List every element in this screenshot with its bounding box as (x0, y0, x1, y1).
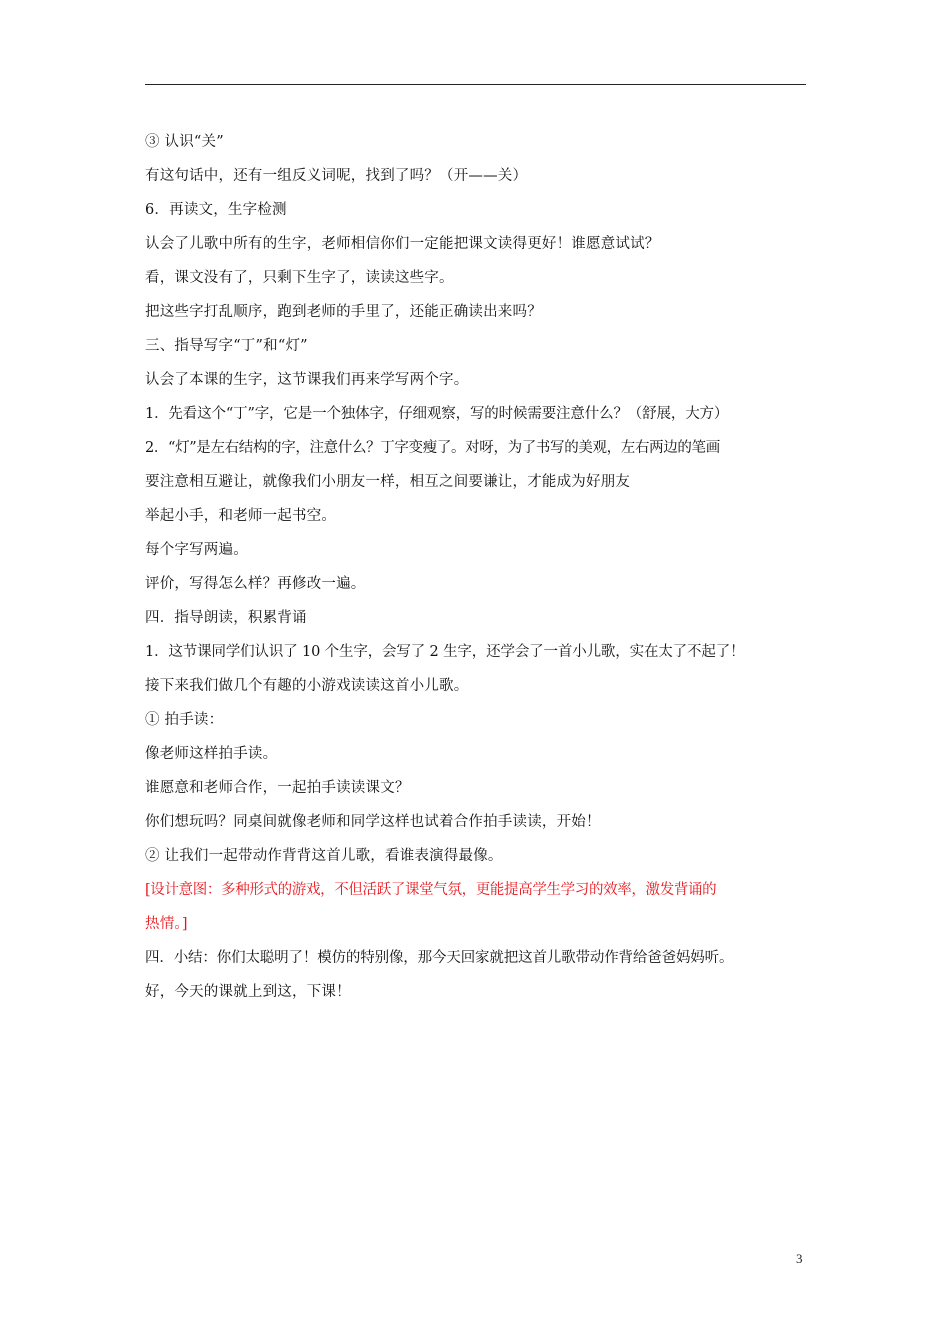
section-item-clap-reading: ① 拍手读： (145, 712, 224, 728)
paragraph: 把这些字打乱顺序，跑到老师的手里了，还能正确读出来吗？ (145, 304, 542, 320)
section-heading-writing: 三、指导写字“丁”和“灯” (145, 338, 308, 354)
design-intent-note: [设计意图：多种形式的游戏，不但活跃了课堂气氛，更能提高学生学习的效率，激发背诵的 (145, 882, 717, 898)
paragraph: 评价，写得怎么样？再修改一遍。 (145, 576, 366, 592)
paragraph-continuation: 要注意相互避让，就像我们小朋友一样，相互之间要谦让，才能成为好朋友 (145, 474, 631, 490)
closing-paragraph: 好，今天的课就上到这，下课！ (145, 984, 351, 1000)
paragraph: 认会了本课的生字，这节课我们再来学写两个字。 (145, 372, 469, 388)
design-intent-note-continuation: 热情。] (145, 916, 188, 932)
paragraph: 有这句话中，还有一组反义词呢，找到了吗？（开——关） (145, 168, 528, 184)
paragraph: 接下来我们做几个有趣的小游戏读读这首小儿歌。 (145, 678, 469, 694)
paragraph: 认会了儿歌中所有的生字，老师相信你们一定能把课文读得更好！谁愿意试试？ (145, 236, 660, 252)
summary-paragraph: 四．小结：你们太聪明了！模仿的特别像，那今天回家就把这首儿歌带动作背给爸爸妈妈听。 (145, 950, 734, 966)
paragraph: 举起小手，和老师一起书空。 (145, 508, 337, 524)
header-rule (145, 84, 806, 85)
section-item-recognize-guan: ③ 认识“关” (145, 134, 224, 150)
numbered-item: 1．先看这个“丁”字，它是一个独体字，仔细观察，写的时候需要注意什么？（舒展，大方） (145, 406, 729, 422)
section-heading-reading: 四．指导朗读，积累背诵 (145, 610, 307, 626)
paragraph: 看，课文没有了，只剩下生字了，读读这些字。 (145, 270, 454, 286)
numbered-item: 2．“灯”是左右结构的字，注意什么？丁字变瘦了。对呀，为了书写的美观，左右两边的笔画 (145, 440, 720, 456)
paragraph: 谁愿意和老师合作，一起拍手读读课文？ (145, 780, 410, 796)
paragraph: 你们想玩吗？同桌间就像老师和同学这样也试着合作拍手读读，开始！ (145, 814, 601, 830)
paragraph: 像老师这样拍手读。 (145, 746, 278, 762)
numbered-item: 1．这节课同学们认识了 10 个生字，会写了 2 生字，还学会了一首小儿歌，实在太了不起了！ (145, 644, 745, 660)
paragraph: 每个字写两遍。 (145, 542, 248, 558)
document-body (145, 125, 817, 1009)
section-item-recite: ② 让我们一起带动作背背这首儿歌，看谁表演得最像。 (145, 848, 503, 864)
section-step-heading: 6．再读文，生字检测 (145, 202, 287, 218)
page-number: 3 (796, 1251, 803, 1266)
